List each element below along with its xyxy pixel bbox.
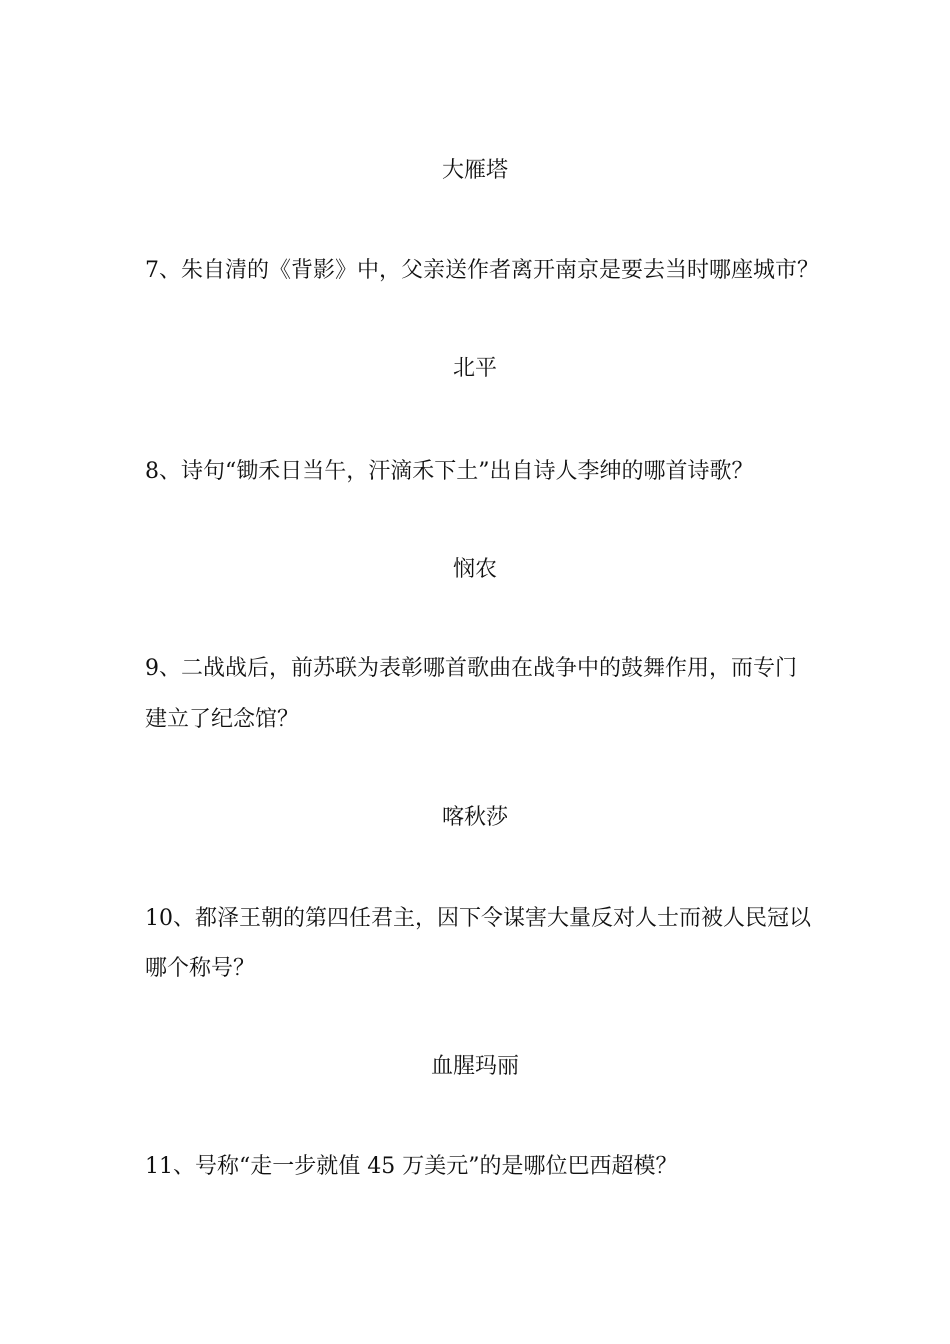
answer-7: 北平 xyxy=(452,356,497,381)
question-11: 11、号称“走一步就值 45 万美元”的是哪位巴西超模？ xyxy=(145,1154,678,1179)
answer-10: 血腥玛丽 xyxy=(430,1054,519,1079)
answer-9: 喀秋莎 xyxy=(441,805,508,830)
answer-6: 大雁塔 xyxy=(441,158,508,183)
question-9-line-2: 建立了纪念馆？ xyxy=(145,707,300,732)
question-8: 8、诗句“锄禾日当午，汗滴禾下土”出自诗人李绅的哪首诗歌？ xyxy=(145,459,754,484)
question-10-line-2: 哪个称号？ xyxy=(145,956,256,981)
answer-8: 悯农 xyxy=(452,557,497,582)
question-10-line-1: 10、都泽王朝的第四任君主，因下令谋害大量反对人士而被人民冠以 xyxy=(145,906,811,931)
question-9-line-1: 9、二战战后，前苏联为表彰哪首歌曲在战争中的鼓舞作用，而专门 xyxy=(145,656,797,681)
question-7: 7、朱自清的《背影》中，父亲送作者离开南京是要去当时哪座城市？ xyxy=(145,258,819,283)
